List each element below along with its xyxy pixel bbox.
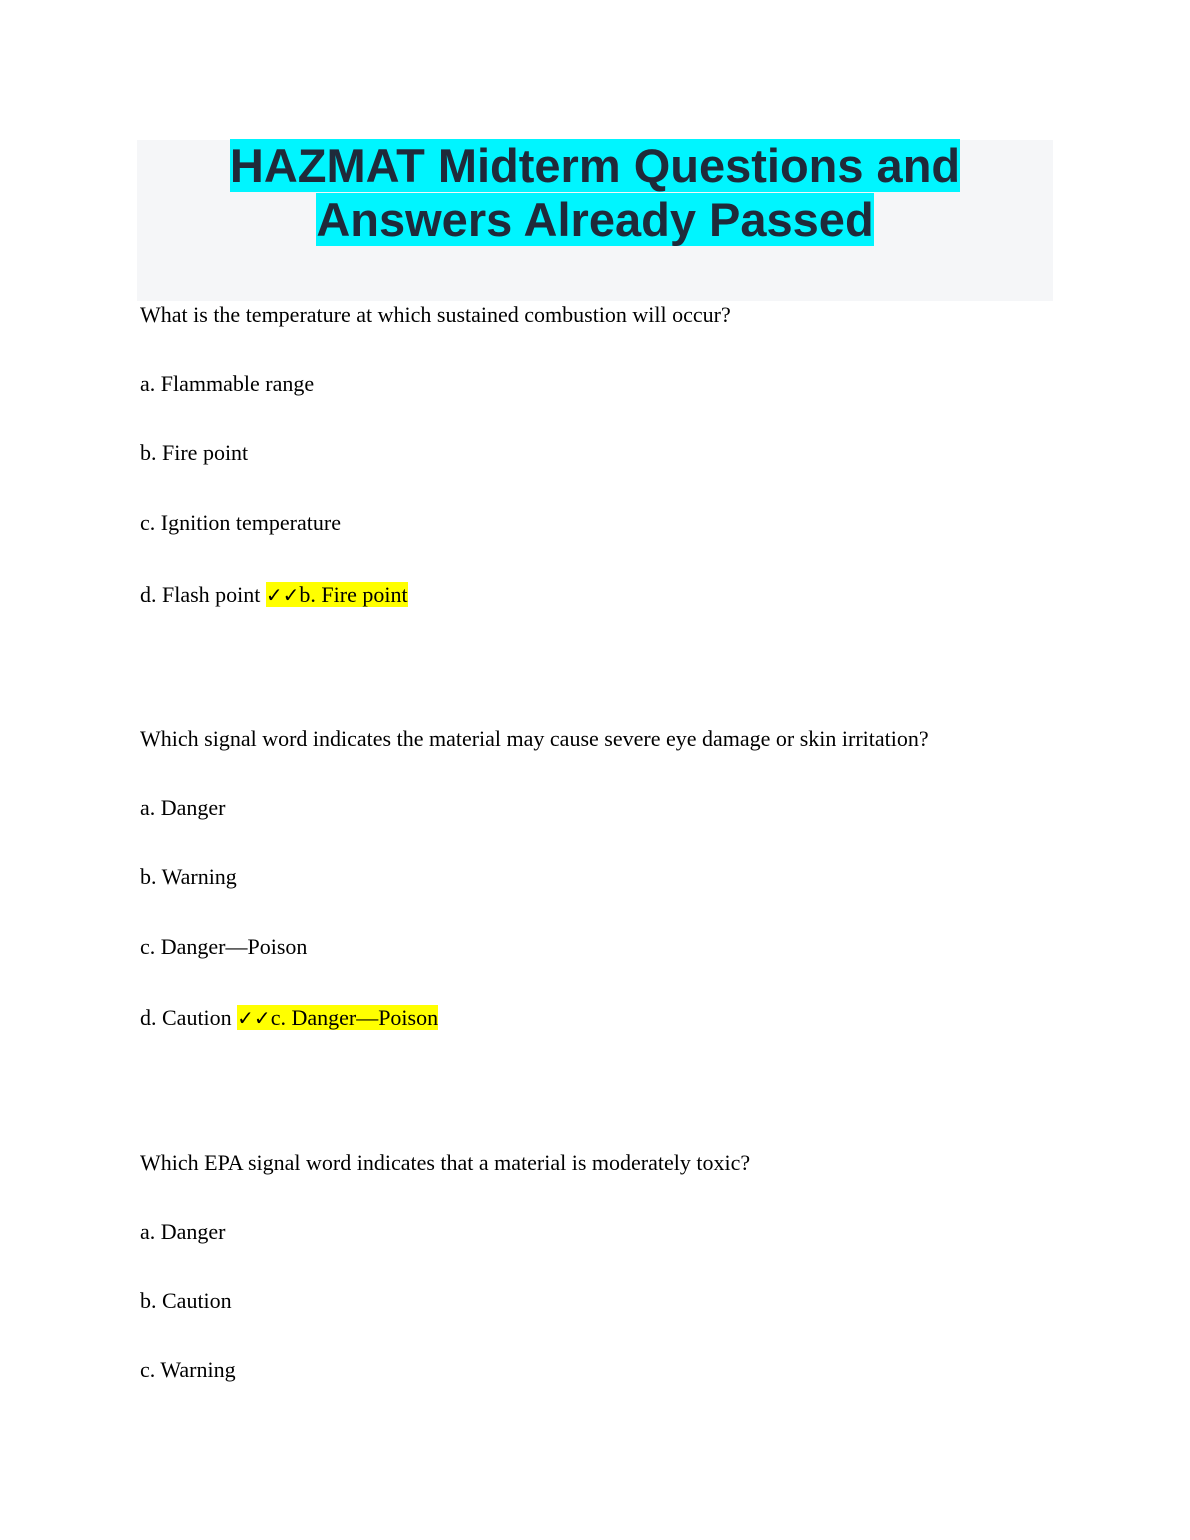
- question-2-option-c: c. Danger—Poison: [140, 934, 308, 959]
- question-1-text: What is the temperature at which sustained combustion will occur?: [140, 302, 731, 327]
- question-2-option-b: b. Warning: [140, 864, 237, 889]
- question-3-text: Which EPA signal word indicates that a material is moderately toxic?: [140, 1150, 751, 1175]
- question-3-option-b: b. Caution: [140, 1288, 232, 1313]
- question-2-option-a: a. Danger: [140, 795, 226, 820]
- question-2-answer-highlight: [237, 1005, 438, 1030]
- question-1-option-d: d. Flash point: [140, 582, 266, 607]
- check-icon: ✓✓: [265, 583, 300, 607]
- title-line-1: HAZMAT Midterm Questions and: [229, 139, 961, 192]
- question-2-answer: c. Danger—Poison: [270, 1005, 439, 1030]
- question-2-option-d-line: [140, 1005, 438, 1031]
- question-1-option-a: a. Flammable range: [140, 371, 315, 396]
- question-3-option-a: a. Danger: [140, 1219, 226, 1244]
- question-1-option-c: c. Ignition temperature: [140, 510, 341, 535]
- question-2-text: Which signal word indicates the material may cause severe eye damage or skin irritation?: [140, 726, 929, 751]
- question-3-option-c: c. Warning: [140, 1357, 236, 1382]
- question-1-option-d-line: [140, 582, 408, 608]
- check-icon: ✓✓: [237, 1006, 271, 1030]
- page-title: [137, 139, 1053, 247]
- question-1-answer: b. Fire point: [299, 582, 408, 607]
- question-1-answer-highlight: [266, 582, 408, 607]
- question-1-option-b: b. Fire point: [140, 440, 249, 465]
- title-line-2: Answers Already Passed: [316, 193, 874, 246]
- question-2-option-d: d. Caution: [140, 1005, 238, 1030]
